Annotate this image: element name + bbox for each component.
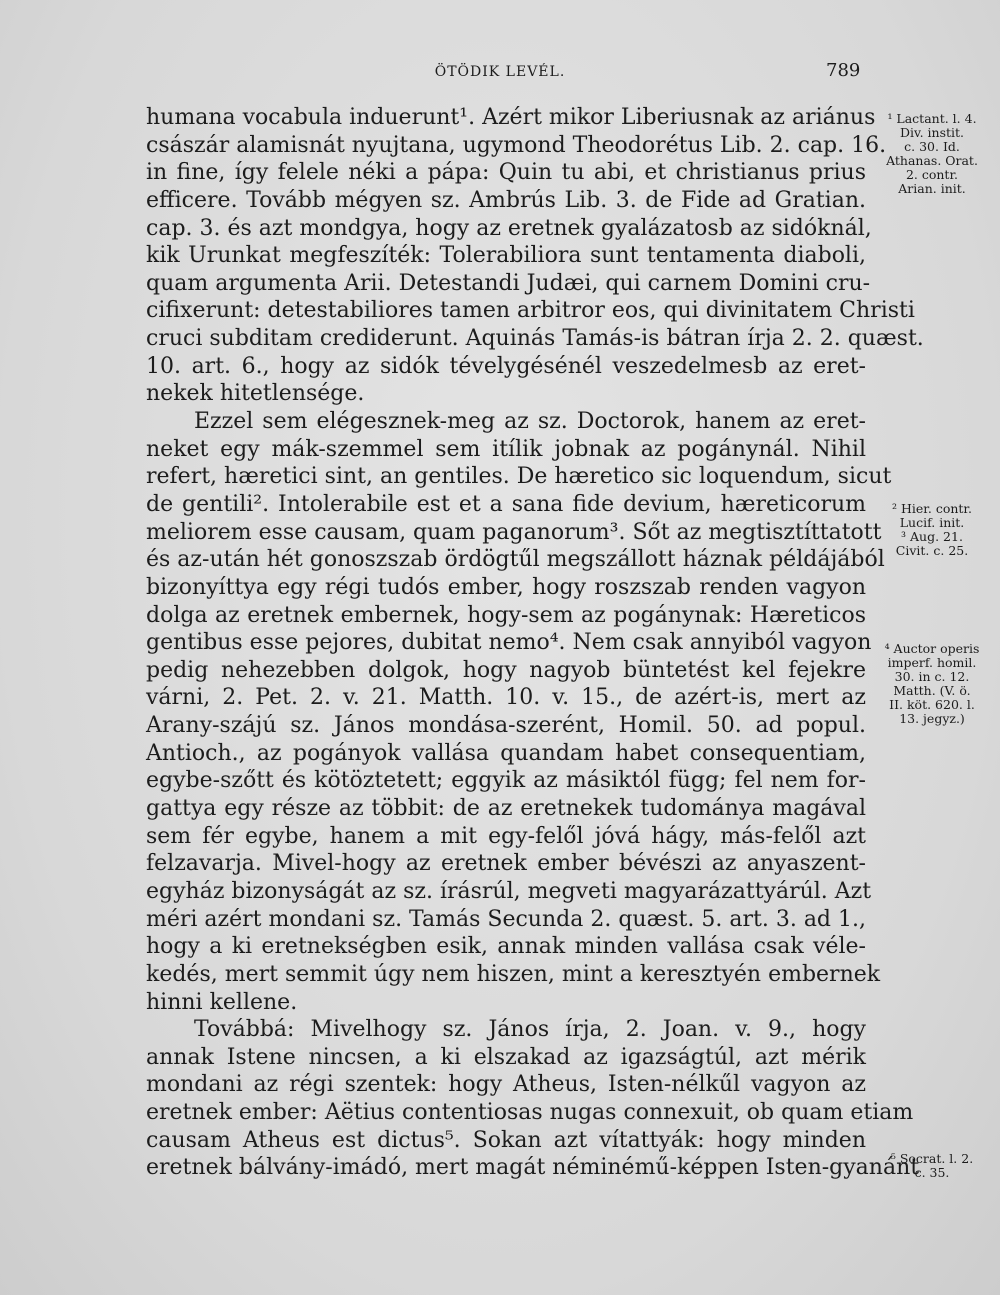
text-line: hogy a ki eretnekségben esik, annak minden vallása csak véle- — [146, 934, 866, 960]
text-line: meliorem esse causam, quam paganorum³. Sőt az megtisztíttatott — [146, 519, 882, 545]
text-line: kedés, mert semmit úgy nem hiszen, mint a keresztyén embernek — [146, 961, 881, 987]
margin-note-line: c. 30. Id. — [904, 139, 960, 154]
text-line: Ezzel sem elégesznek-meg az sz. Doctorok, hanem az eret- — [194, 409, 866, 435]
text-line: cap. 3. és azt mondgya, hogy az eretnek gyalázatosb az sidóknál, — [146, 215, 872, 241]
text-line: cruci subditam crediderunt. Aquinás Tamás-is bátran írja 2. 2. quæst. — [146, 326, 924, 352]
text-line: sem fér egybe, hanem a mit egy-felől jóvá hágy, más-felől azt — [146, 823, 866, 849]
text-line: annak Istene nincsen, a ki elszakad az igazságtúl, azt mérik — [146, 1044, 866, 1070]
margin-note-line: Athanas. Orat. — [886, 153, 978, 168]
margin-note-line: Civit. c. 25. — [895, 543, 969, 558]
text-line: refert, hæretici sint, an gentiles. De hæretico sic loquendum, sicut — [146, 464, 892, 490]
text-line: de gentili². Intolerabile est et a sana fide devium, hæreticorum — [146, 491, 866, 517]
margin-note — [868, 112, 996, 196]
text-line: kik Urunkat megfeszíték: Tolerabiliora sunt tentamenta diaboli, — [146, 243, 866, 269]
margin-note-line: 2. contr. — [905, 167, 959, 182]
text-line: causam Atheus est dictus⁵. Sokan azt vítattyák: hogy minden — [146, 1127, 866, 1153]
page-number: 789 — [826, 60, 861, 81]
text-line: egyház bizonyságát az sz. írásrúl, megveti magyarázattyárúl. Azt — [146, 878, 872, 904]
margin-note-line: 13. jegyz.) — [899, 711, 965, 726]
text-line: gentibus esse pejores, dubitat nemo⁴. Nem csak annyiból vagyon — [146, 630, 872, 656]
text-line: in fine, így felele néki a pápa: Quin tu abi, et christianus prius — [146, 160, 866, 186]
text-line: Arany-szájú sz. János mondása-szerént, Homil. 50. ad popul. — [146, 713, 866, 739]
text-line: pedig nehezebben dolgok, hogy nagyob büntetést kel fejekre — [146, 657, 866, 683]
text-line: császár alamisnát nyujtana, ugymond Theodorétus Lib. 2. cap. 16. — [146, 132, 887, 158]
text-line: dolga az eretnek embernek, hogy-sem az pogánynak: Hæreticos — [146, 602, 866, 628]
margin-note — [868, 1152, 996, 1180]
margin-note-line: Div. instit. — [899, 125, 965, 140]
text-line: gattya egy része az többit: de az eretnekek tudománya magával — [146, 796, 866, 822]
text-line: Továbbá: Mivelhogy sz. János írja, 2. Joan. v. 9., hogy — [194, 1017, 866, 1043]
running-title: ÖTÖDIK LEVÉL. — [434, 64, 566, 80]
text-line: eretnek bálvány-imádó, mert magát néminémű-képpen Isten-gyanánt — [146, 1155, 920, 1181]
margin-note-line: Lucif. init. — [899, 515, 965, 530]
margin-note — [868, 502, 996, 558]
text-line: méri azért mondani sz. Tamás Secunda 2. quæst. 5. art. 3. ad 1., — [146, 906, 866, 932]
text-line: nekek hitetlensége. — [146, 381, 365, 407]
main-text-block — [146, 104, 924, 1182]
text-line: hinni kellene. — [146, 989, 298, 1015]
text-line: felzavarja. Mivel-hogy az eretnek ember bévészi az anyaszent- — [146, 851, 866, 877]
text-line: várni, 2. Pet. 2. v. 21. Matth. 10. v. 15., de azért-is, mert az — [146, 685, 866, 711]
text-line: eretnek ember: Aëtius contentiosas nugas connexuit, ob quam etiam — [146, 1100, 914, 1126]
margin-note-line: ² Hier. contr. — [891, 501, 972, 516]
margin-note-line: ⁵ Socrat. l. 2. — [890, 1151, 974, 1166]
margin-note-line: imperf. homil. — [887, 655, 977, 670]
margin-note-line: Matth. (V. ö. — [893, 683, 971, 698]
text-line: Antioch., az pogányok vallása quandam habet consequentiam, — [146, 740, 866, 766]
margin-note-line: 30. in c. 12. — [894, 669, 970, 684]
text-line: és az-után hét gonoszszab ördögtűl megszállott háznak példájából — [146, 547, 885, 573]
margin-note-line: ⁴ Auctor operis — [884, 641, 980, 656]
text-line: efficere. Tovább mégyen sz. Ambrús Lib. 3. de Fide ad Gratian. — [146, 187, 866, 213]
margin-note — [868, 642, 996, 726]
text-line: cifixerunt: detestabiliores tamen arbitror eos, qui divinitatem Christi — [146, 298, 915, 324]
text-line: quam argumenta Arii. Detestandi Judæi, qui carnem Domini cru- — [146, 270, 871, 296]
text-line: bizonyíttya egy régi tudós ember, hogy roszszab renden vagyon — [146, 574, 866, 600]
margin-note-line: ¹ Lactant. l. 4. — [887, 111, 977, 126]
margin-note-line: c. 35. — [914, 1165, 950, 1180]
margin-note-line: II. köt. 620. l. — [889, 697, 975, 712]
text-line: neket egy mák-szemmel sem itílik jobnak az pogánynál. Nihil — [146, 436, 866, 462]
text-line: mondani az régi szentek: hogy Atheus, Isten-nélkűl vagyon az — [146, 1072, 866, 1098]
text-line: humana vocabula induerunt¹. Azért mikor Liberiusnak az ariánus — [146, 105, 876, 130]
text-line: egybe-szőtt és kötöztetett; eggyik az másiktól függ; fel nem for- — [146, 768, 866, 794]
margin-note-line: Arian. init. — [898, 181, 966, 196]
text-line: 10. art. 6., hogy az sidók tévelygésénél veszedelmesb az eret- — [146, 353, 866, 379]
margin-note-line: ³ Aug. 21. — [901, 529, 963, 544]
